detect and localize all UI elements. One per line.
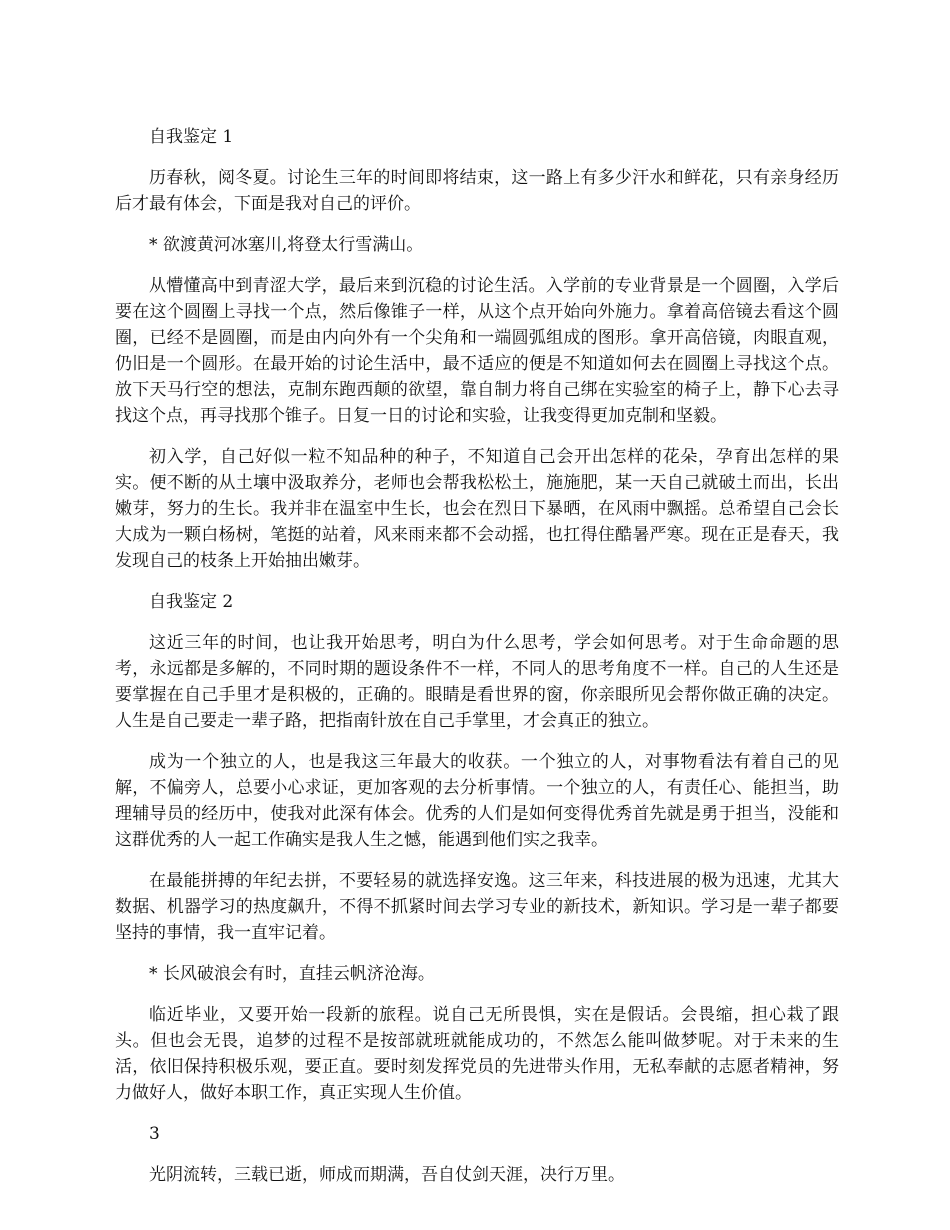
- document-body: [115, 124, 839, 1203]
- paragraph: 光阴流转，三载已逝，师成而期满，吾自仗剑天涯，决行万里。: [149, 1165, 625, 1185]
- paragraph: 这近三年的时间，也让我开始思考，明白为什么思考，学会如何思考。对于生命命题的思考，永远都是多解的，不同时期的题设条件不一样，不同人的思考角度不一样。自己的人生还是要掌握在自己手里才是积极的，正确的。眼睛是看世界的窗，你亲眼所见会帮你做正确的决定。人生是自己要走一辈子路，把指南针放在自己手掌里，才会真正的独立。: [115, 633, 839, 731]
- quote-line: * 长风破浪会有时，直挂云帆济沧海。: [149, 964, 435, 984]
- paragraph: 从懵懂高中到青涩大学，最后来到沉稳的讨论生活。入学前的专业背景是一个圆圈，入学后要在这个圆圈上寻找一个点，然后像锥子一样，从这个点开始向外施力。拿着高倍镜去看这个圆圈，已经不是圆圈，而是由内向外有一个尖角和一端圆弧组成的图形。拿开高倍镜，肉眼直观，仍旧是一个圆形。在最开始的讨论生活中，最不适应的便是不知道如何去在圆圈上寻找这个点。放下天马行空的想法，克制东跑西颠的欲望，靠自制力将自己绑在实验室的椅子上，静下心去寻找这个点，再寻找那个锥子。日复一日的讨论和实验，让我变得更加克制和坚毅。: [115, 276, 839, 426]
- paragraph: 成为一个独立的人，也是我这三年最大的收获。一个独立的人，对事物看法有着自己的见解，不偏旁人，总要小心求证，更加客观的去分析事情。一个独立的人，有责任心、能担当，助理辅导员的经历中，使我对此深有体会。优秀的人们是如何变得优秀首先就是勇于担当，没能和这群优秀的人一起工作确实是我人生之憾，能遇到他们实之我幸。: [115, 752, 839, 850]
- paragraph: 在最能拼搏的年纪去拼，不要轻易的就选择安逸。这三年来，科技进展的极为迅速，尤其大数据、机器学习的热度飙升，不得不抓紧时间去学习专业的新技术，新知识。学习是一辈子都要坚持的事情，我一直牢记着。: [115, 871, 839, 943]
- paragraph: 临近毕业，又要开始一段新的旅程。说自己无所畏惧，实在是假话。会畏缩，担心栽了跟头。但也会无畏，追梦的过程不是按部就班就能成功的，不然怎么能叫做梦呢。对于未来的生活，依旧保持积极乐观，要正直。要时刻发挥党员的先进带头作用，无私奉献的志愿者精神，努力做好人，做好本职工作，真正实现人生价值。: [115, 1005, 839, 1103]
- section-heading-3: 3: [149, 1124, 160, 1144]
- paragraph: 初入学，自己好似一粒不知品种的种子，不知道自己会开出怎样的花朵，孕育出怎样的果实。便不断的从土壤中汲取养分，老师也会帮我松松土，施施肥，某一天自己就破土而出，长出嫩芽，努力的生长。我并非在温室中生长，也会在烈日下暴晒，在风雨中飘摇。总希望自己会长大成为一颗白杨树，笔挺的站着，风来雨来都不会动摇，也扛得住酷暑严寒。现在正是春天，我发现自己的枝条上开始抽出嫩芽。: [115, 447, 839, 571]
- paragraph: 历春秋，阅冬夏。讨论生三年的时间即将结束，这一路上有多少汗水和鲜花，只有亲身经历后才最有体会，下面是我对自己的评价。: [115, 168, 839, 214]
- section-heading-2: 自我鉴定 2: [149, 592, 234, 612]
- section-heading-1: 自我鉴定 1: [149, 127, 234, 147]
- quote-line: * 欲渡黄河冰塞川,将登太行雪满山。: [149, 235, 424, 255]
